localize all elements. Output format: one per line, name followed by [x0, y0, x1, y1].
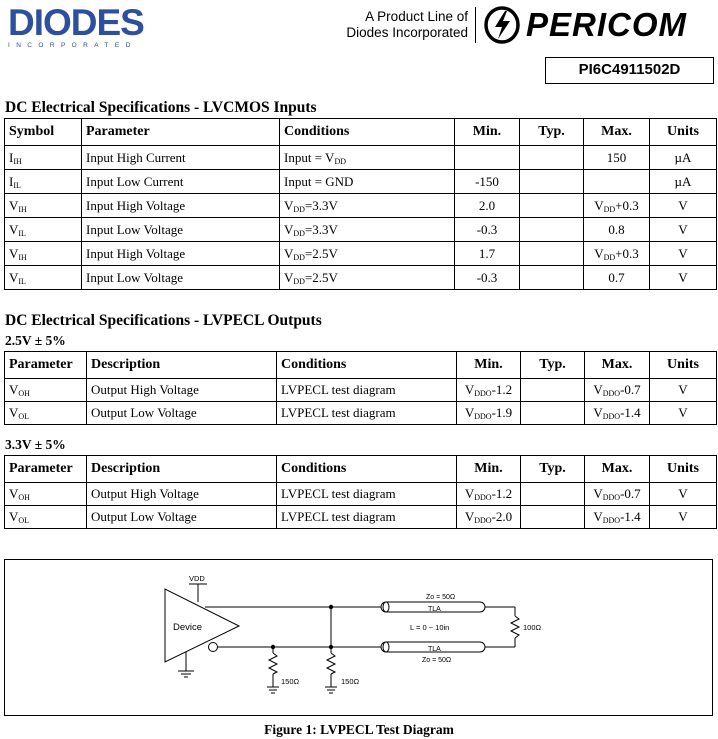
cell-max: $V_{DDO}-0.7$: [585, 483, 650, 506]
cell-max: $V_{DD}+0.3$: [584, 242, 650, 266]
col-header-max: Max.: [585, 456, 650, 483]
inputs-spec-table: [4, 118, 717, 290]
ground-icon: [178, 671, 194, 677]
cell-parameter: $V_{OL}$: [5, 402, 87, 425]
cell-typ: [521, 506, 585, 529]
cell-parameter: $V_{OH}$: [5, 483, 87, 506]
table-row: [5, 170, 717, 194]
zo-top-label: Zo = 50Ω: [426, 594, 456, 601]
cell-max: $V_{DDO}-1.4$: [585, 506, 650, 529]
col-header-parameter: Parameter: [5, 456, 87, 483]
product-line-1: A Product Line of: [365, 9, 468, 24]
line-length-label: L = 0 ~ 10in: [410, 623, 450, 632]
cell-units: µA: [650, 146, 717, 170]
col-header-description: Description: [87, 456, 277, 483]
col-header-max: Max.: [585, 352, 650, 379]
cell-symbol: $V_{IH}$: [5, 194, 82, 218]
cell-parameter: Input Low Voltage: [82, 266, 280, 290]
diodes-logo-word: DIODES: [8, 2, 144, 43]
cell-conditions: LVPECL test diagram: [277, 402, 457, 425]
cell-description: Output Low Voltage: [87, 506, 277, 529]
cell-min: -0.3: [455, 218, 520, 242]
cell-description: Output Low Voltage: [87, 402, 277, 425]
cell-typ: [520, 242, 584, 266]
cell-max: $V_{DDO}-1.4$: [585, 402, 650, 425]
cell-min: $V_{DDO}-1.2$: [457, 483, 521, 506]
cell-conditions: LVPECL test diagram: [277, 379, 457, 402]
logo-separator: [475, 7, 476, 43]
cell-max: 0.8: [584, 218, 650, 242]
cell-units: V: [650, 483, 717, 506]
cell-units: µA: [650, 170, 717, 194]
cell-parameter: Input Low Voltage: [82, 218, 280, 242]
termination-resistor-label: 100Ω: [523, 623, 542, 632]
cell-typ: [520, 194, 584, 218]
cell-min: 1.7: [455, 242, 520, 266]
cell-parameter: Input High Voltage: [82, 194, 280, 218]
cell-min: [455, 146, 520, 170]
termination-resistor-icon: [511, 607, 519, 647]
cell-parameter: $V_{OH}$: [5, 379, 87, 402]
page-header: [0, 0, 718, 95]
tla-bottom-label: TLA: [428, 646, 441, 653]
outputs-sub-title-25: 2.5V ± 5%: [5, 333, 66, 348]
cell-description: Output High Voltage: [87, 379, 277, 402]
cell-typ: [521, 402, 585, 425]
tla-top-label: TLA: [428, 606, 441, 613]
cell-symbol: $V_{IL}$: [5, 266, 82, 290]
cell-typ: [520, 146, 584, 170]
cell-description: Output High Voltage: [87, 483, 277, 506]
cell-symbol: $V_{IH}$: [5, 242, 82, 266]
cell-conditions: $V_{DD}=3.3V$: [280, 194, 455, 218]
pull-down-resistor-1-icon: [267, 647, 279, 693]
cell-min: $V_{DDO}-1.2$: [457, 379, 521, 402]
cell-symbol: $I_{IL}$: [5, 170, 82, 194]
inverting-output-bubble: [209, 643, 218, 652]
cell-typ: [521, 379, 585, 402]
table-header-row: [5, 352, 717, 379]
pull-down-resistor-2-icon: [325, 647, 337, 693]
col-header-units: Units: [650, 352, 717, 379]
lvpecl-test-diagram: [4, 559, 713, 716]
cell-parameter: Input Low Current: [82, 170, 280, 194]
cell-units: V: [650, 242, 717, 266]
cell-conditions: LVPECL test diagram: [277, 506, 457, 529]
cell-min: $V_{DDO}-1.9$: [457, 402, 521, 425]
outputs-section-title: DC Electrical Specifications - LVPECL Outputs: [5, 312, 322, 329]
cell-conditions: $V_{DD}=3.3V$: [280, 218, 455, 242]
diodes-logo: [8, 4, 168, 48]
cell-max: $V_{DDO}-0.7$: [585, 379, 650, 402]
diodes-logo-sub: INCORPORATED: [8, 42, 137, 49]
part-number: PI6C4911502D: [545, 57, 714, 84]
outputs-table-body-25: [5, 379, 717, 425]
cell-symbol: $I_{IH}$: [5, 146, 82, 170]
circuit-schematic: [5, 560, 712, 715]
cell-parameter: $V_{OL}$: [5, 506, 87, 529]
figure-caption: Figure 1: LVPECL Test Diagram: [264, 722, 454, 737]
col-header-conditions: Conditions: [280, 119, 455, 146]
product-line-2: Diodes Incorporated: [346, 25, 468, 40]
pericom-logo-icon: [481, 6, 523, 44]
col-header-min: Min.: [455, 119, 520, 146]
col-header-conditions: Conditions: [277, 352, 457, 379]
cell-typ: [520, 218, 584, 242]
cell-conditions: Input = $V_{DD}$: [280, 146, 455, 170]
col-header-parameter: Parameter: [82, 119, 280, 146]
cell-min: -0.3: [455, 266, 520, 290]
cell-typ: [520, 170, 584, 194]
cell-typ: [520, 266, 584, 290]
cell-conditions: LVPECL test diagram: [277, 483, 457, 506]
cell-parameter: Input High Voltage: [82, 242, 280, 266]
col-header-parameter: Parameter: [5, 352, 87, 379]
col-header-typ: Typ.: [520, 119, 584, 146]
cell-max: [584, 170, 650, 194]
col-header-units: Units: [650, 119, 717, 146]
cell-symbol: $V_{IL}$: [5, 218, 82, 242]
table-row: [5, 402, 717, 425]
cell-max: 150: [584, 146, 650, 170]
table-row: [5, 266, 717, 290]
table-row: [5, 194, 717, 218]
cell-units: V: [650, 218, 717, 242]
cell-units: V: [650, 402, 717, 425]
col-header-max: Max.: [584, 119, 650, 146]
cell-conditions: $V_{DD}=2.5V$: [280, 266, 455, 290]
product-line-text: [320, 9, 468, 41]
cell-max: 0.7: [584, 266, 650, 290]
pericom-logo-word: PERICOM: [526, 6, 688, 43]
cell-parameter: Input High Current: [82, 146, 280, 170]
table-row: [5, 218, 717, 242]
cell-units: V: [650, 506, 717, 529]
table-row: [5, 506, 717, 529]
col-header-units: Units: [650, 456, 717, 483]
inputs-section-title: DC Electrical Specifications - LVCMOS Inputs: [5, 99, 317, 116]
col-header-min: Min.: [457, 352, 521, 379]
cell-typ: [521, 483, 585, 506]
cell-conditions: Input = GND: [280, 170, 455, 194]
col-header-description: Description: [87, 352, 277, 379]
table-row: [5, 242, 717, 266]
table-header-row: [5, 119, 717, 146]
col-header-conditions: Conditions: [277, 456, 457, 483]
inputs-table-body: [5, 146, 717, 290]
col-header-symbol: Symbol: [5, 119, 82, 146]
zo-bottom-label: Zo = 50Ω: [422, 657, 452, 664]
table-row: [5, 379, 717, 402]
col-header-typ: Typ.: [521, 456, 585, 483]
outputs-spec-table-33: [4, 455, 717, 529]
cell-units: V: [650, 266, 717, 290]
device-label: Device: [173, 622, 203, 633]
cell-min: $V_{DDO}-2.0$: [457, 506, 521, 529]
outputs-sub-title-33: 3.3V ± 5%: [5, 437, 66, 452]
pull-down-resistor-1-label: 150Ω: [281, 677, 300, 686]
table-header-row: [5, 456, 717, 483]
cell-units: V: [650, 194, 717, 218]
table-row: [5, 483, 717, 506]
pull-down-resistor-2-label: 150Ω: [341, 677, 360, 686]
cell-max: $V_{DD}+0.3$: [584, 194, 650, 218]
outputs-table-body-33: [5, 483, 717, 529]
cell-min: -150: [455, 170, 520, 194]
col-header-min: Min.: [457, 456, 521, 483]
cell-conditions: $V_{DD}=2.5V$: [280, 242, 455, 266]
cell-units: V: [650, 379, 717, 402]
outputs-spec-table-25: [4, 351, 717, 425]
table-row: [5, 146, 717, 170]
vdd-label: VDD: [189, 574, 205, 583]
cell-min: 2.0: [455, 194, 520, 218]
col-header-typ: Typ.: [521, 352, 585, 379]
